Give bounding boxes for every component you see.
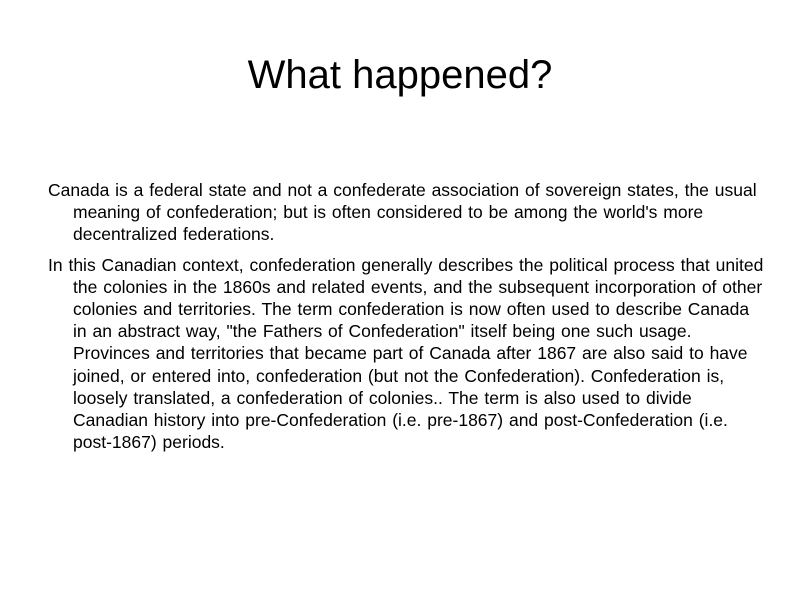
slide-title: What happened?: [247, 53, 553, 97]
paragraph-canadian-context: In this Canadian context, confederation generally describes the political process that united the colonies in the 1860s and related events, and the subsequent incorporation of other colonies and territories. The term confederation is now often used to describe Canada in an abstract way, "the Fathers of Confederation" itself being one such usage. Provinces and territories that became part of Canada after 1867 are also said to have joined, or entered into, confederation (but not the Confederation). Confederation is, loosely translated, a confederation of colonies.. The term is also used to divide Canadian history into pre-Confederation (i.e. pre-1867) and post-Confederation (i.e. post-1867) periods.: [48, 254, 764, 453]
slide-body: [48, 179, 764, 461]
paragraph-federal-state: Canada is a federal state and not a confederate association of sovereign states, the usual meaning of confederation; but is often considered to be among the world's more decentralized federations.: [48, 180, 757, 245]
